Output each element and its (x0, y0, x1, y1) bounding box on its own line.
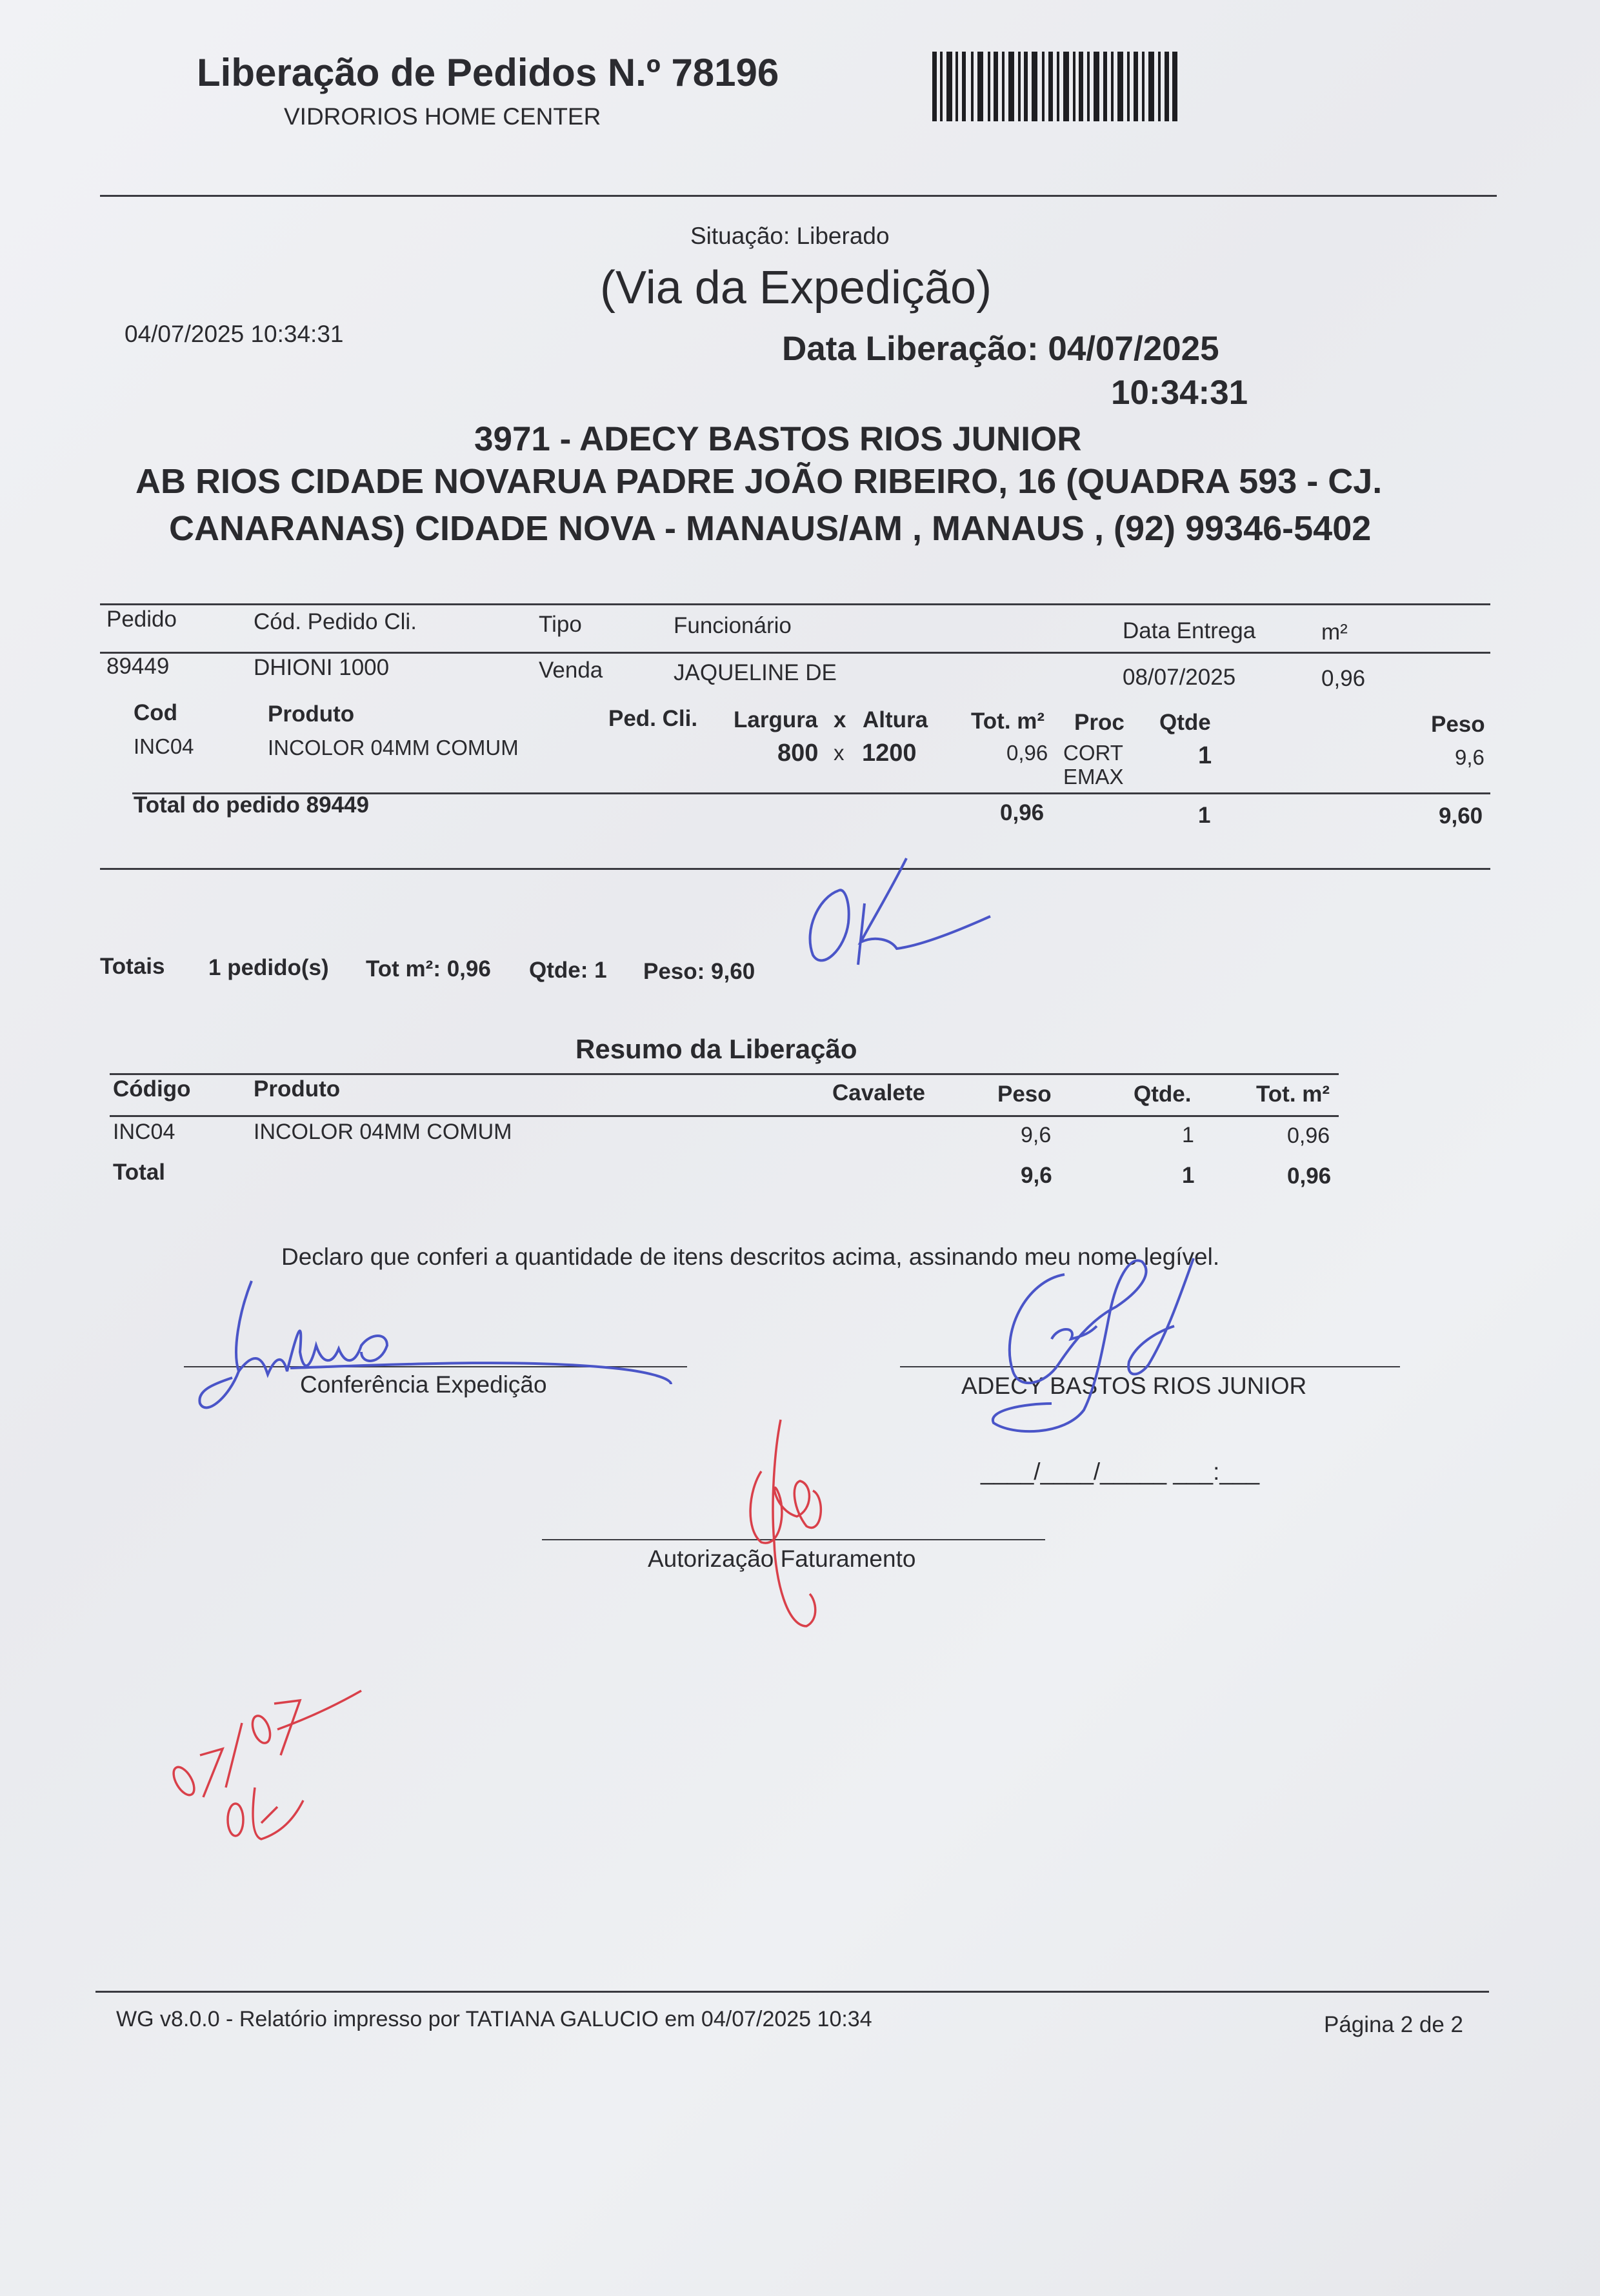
items-header-x: x (834, 707, 846, 732)
items-header-qtde: Qtde (1159, 710, 1211, 735)
totais-peso: Peso: 9,60 (643, 959, 755, 984)
items-cell-tot-m2: 0,96 (1006, 741, 1048, 765)
items-cell-cod: INC04 (134, 734, 194, 758)
via-label: (Via da Expedição) (600, 262, 992, 314)
resumo-cell-tot-m2: 0,96 (1287, 1123, 1330, 1148)
items-cell-proc-emax: EMAX (1063, 765, 1124, 789)
resumo-header-produto: Produto (254, 1076, 341, 1102)
resumo-top-rule (110, 1073, 1339, 1075)
handwritten-date-ok-red (165, 1684, 371, 1852)
release-date: Data Liberação: 04/07/2025 (782, 330, 1219, 368)
header-cod-pedido-cli: Cód. Pedido Cli. (254, 609, 417, 634)
status-text: Situação: Liberado (690, 223, 890, 249)
header-pedido: Pedido (106, 607, 177, 632)
date-time-blank: ____/____/_____ ___:___ (981, 1458, 1260, 1485)
signature-cliente (987, 1255, 1232, 1442)
totais-tot-m2: Tot m²: 0,96 (366, 956, 491, 982)
order-total-qtde: 1 (1198, 803, 1211, 828)
resumo-cell-produto: INCOLOR 04MM COMUM (254, 1120, 512, 1144)
resumo-total-label: Total (113, 1160, 166, 1185)
label-conferencia-expedicao: Conferência Expedição (300, 1371, 547, 1398)
resumo-header-cavalete: Cavalete (832, 1080, 925, 1105)
cell-funcionario: JAQUELINE DE (674, 660, 837, 685)
items-header-cod: Cod (134, 700, 178, 725)
items-header-largura: Largura (734, 707, 818, 732)
label-cliente-nome: ADECY BASTOS RIOS JUNIOR (961, 1373, 1307, 1399)
resumo-total-tot-m2: 0,96 (1287, 1163, 1332, 1189)
totais-qtde: Qtde: 1 (529, 958, 607, 983)
footer-page-number: Página 2 de 2 (1324, 2012, 1464, 2037)
order-table-top-rule (100, 603, 1490, 605)
items-cell-produto: INCOLOR 04MM COMUM (268, 736, 519, 760)
items-header-altura: Altura (863, 707, 928, 732)
cell-pedido: 89449 (106, 654, 170, 679)
cell-m2: 0,96 (1321, 666, 1366, 691)
label-autorizacao-faturamento: Autorização Faturamento (648, 1546, 916, 1572)
order-total-peso: 9,60 (1439, 803, 1483, 829)
items-cell-altura: 1200 (862, 740, 917, 767)
handwritten-ok-blue (794, 852, 1013, 974)
resumo-title: Resumo da Liberação (575, 1034, 857, 1064)
order-total-label: Total do pedido 89449 (134, 792, 369, 818)
resumo-cell-codigo: INC04 (113, 1120, 175, 1144)
header-m2: m² (1321, 619, 1348, 645)
items-cell-peso: 9,6 (1455, 745, 1485, 769)
customer-address-line2: CANARANAS) CIDADE NOVA - MANAUS/AM , MANAUS , (92) 99346-5402 (169, 509, 1372, 548)
customer-address-line1: AB RIOS CIDADE NOVARUA PADRE JOÃO RIBEIRO, 16 (QUADRA 593 - CJ. (135, 462, 1383, 501)
resumo-header-codigo: Código (113, 1076, 191, 1102)
items-cell-proc-cort: CORT (1063, 741, 1123, 765)
declaration-text: Declaro que conferi a quantidade de itens descritos acima, assinando meu nome legível. (281, 1244, 1220, 1270)
signature-autorizacao (735, 1413, 839, 1639)
print-datetime: 04/07/2025 10:34:31 (125, 321, 344, 347)
totais-label: Totais (100, 954, 165, 979)
cell-tipo: Venda (539, 658, 603, 683)
signature-conferencia (194, 1274, 684, 1429)
header-divider (100, 195, 1497, 197)
items-header-proc: Proc (1074, 710, 1125, 735)
resumo-cell-qtde: 1 (1182, 1123, 1194, 1147)
header-tipo: Tipo (539, 612, 582, 637)
resumo-header-peso: Peso (997, 1082, 1052, 1107)
items-header-ped-cli: Ped. Cli. (608, 706, 698, 731)
document-title: Liberação de Pedidos N.º 78196 (197, 51, 779, 94)
release-time: 10:34:31 (1111, 374, 1248, 412)
footer-divider (95, 1991, 1489, 1993)
resumo-total-peso: 9,6 (1021, 1163, 1052, 1188)
items-header-tot-m2: Tot. m² (971, 709, 1045, 734)
items-header-peso: Peso (1431, 712, 1485, 737)
barcode (932, 52, 1177, 121)
cell-data-entrega: 08/07/2025 (1123, 665, 1236, 690)
order-table-header-rule (100, 652, 1490, 654)
items-cell-largura: 800 (777, 740, 819, 767)
cell-cod-pedido-cli: DHIONI 1000 (254, 655, 390, 680)
order-total-m2: 0,96 (1000, 800, 1045, 825)
items-cell-x: x (834, 741, 845, 765)
resumo-cell-peso: 9,6 (1021, 1123, 1052, 1147)
customer-name: 3971 - ADECY BASTOS RIOS JUNIOR (474, 420, 1082, 458)
header-data-entrega: Data Entrega (1123, 618, 1256, 643)
header-funcionario: Funcionário (674, 613, 792, 638)
totais-pedidos: 1 pedido(s) (208, 955, 329, 980)
resumo-header-rule (110, 1115, 1339, 1117)
company-name: VIDRORIOS HOME CENTER (284, 103, 601, 130)
items-header-produto: Produto (268, 701, 355, 727)
resumo-header-tot-m2: Tot. m² (1256, 1082, 1330, 1107)
footer-report-info: WG v8.0.0 - Relatório impresso por TATIANA GALUCIO em 04/07/2025 10:34 (116, 2007, 872, 2031)
resumo-header-qtde: Qtde. (1134, 1082, 1192, 1107)
resumo-total-qtde: 1 (1182, 1163, 1195, 1188)
items-cell-qtde: 1 (1198, 742, 1212, 769)
